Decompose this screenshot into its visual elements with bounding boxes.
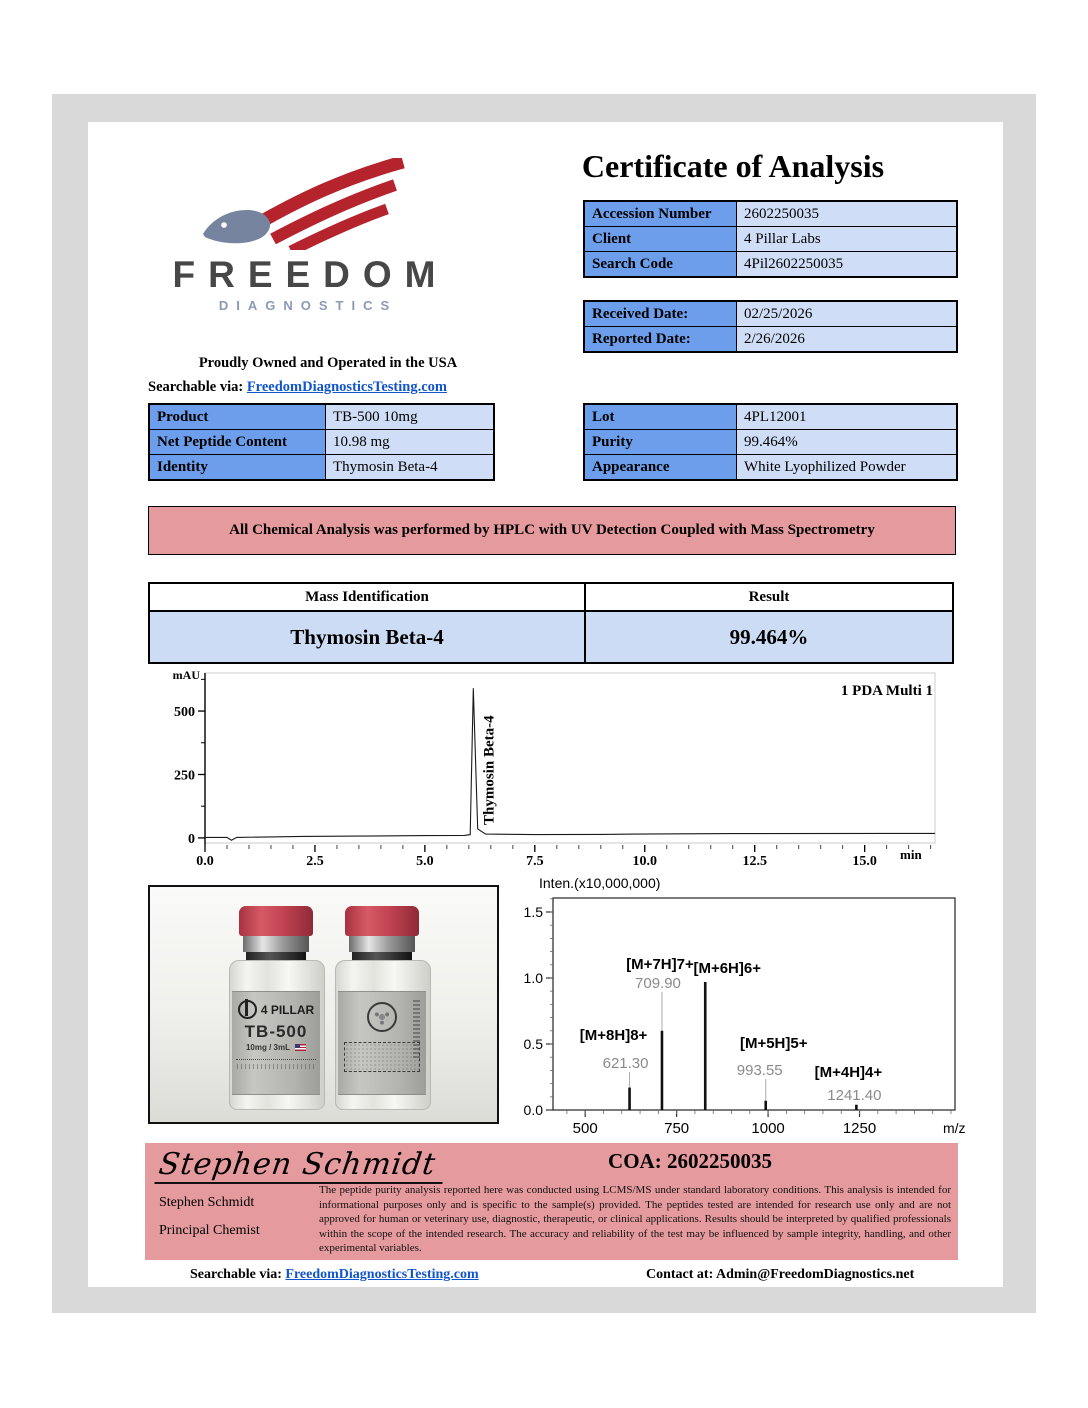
svg-text:12.5: 12.5 <box>742 854 767 869</box>
svg-text:250: 250 <box>174 768 195 784</box>
vial-back <box>332 906 432 1108</box>
footer-searchable-label: Searchable via: <box>190 1267 282 1282</box>
vial-front <box>226 906 326 1108</box>
footer-searchable-line <box>190 1267 479 1283</box>
svg-text:mAU: mAU <box>172 668 200 682</box>
product-table <box>148 403 495 481</box>
vial-product-text: TB-500 <box>244 1022 308 1041</box>
usa-tagline: Proudly Owned and Operated in the USA <box>198 355 458 371</box>
svg-text:0.0: 0.0 <box>523 1102 543 1118</box>
emblem-icon <box>367 1002 397 1032</box>
svg-text:[M+8H]8+: [M+8H]8+ <box>579 1027 648 1044</box>
mass-spectrum-chart <box>503 872 973 1140</box>
page-frame <box>52 94 1036 1313</box>
signature-script: Stephen Schmidt <box>154 1147 448 1184</box>
vial-glass-body <box>229 960 325 1110</box>
vial-side-fine-print <box>413 1000 420 1060</box>
analysis-method-banner: All Chemical Analysis was performed by HPLC with UV Detection Coupled with Mass Spectrometry <box>148 506 956 555</box>
searchable-label: Searchable via: <box>148 379 244 395</box>
hplc-chromatogram-chart <box>148 665 958 878</box>
svg-text:[M+7H]7+: [M+7H]7+ <box>626 956 694 973</box>
disclaimer-text: The peptide purity analysis reported here was conducted using LCMS/MS under standard laboratory conditions. This analysis is intended for informational purposes only and is specific to the sample(s) provided. The peptides tested are intended for research use only and are not approved for human or veterinary use, diagnostic, therapeutic, or clinical applications. Results should be interpreted by qualified professionals within the scope of the intended research. The accuracy and reliability of the test may be influenced by sample integrity, handling, and other experimental variables. <box>319 1184 951 1255</box>
svg-text:1.5: 1.5 <box>523 903 543 920</box>
svg-text:Thymosin Beta-4: Thymosin Beta-4 <box>481 715 498 825</box>
product-label: Identity <box>149 455 326 481</box>
footer-searchable-link[interactable]: FreedomDiagnosticsTesting.com <box>285 1267 479 1282</box>
product-vial-photo <box>148 885 499 1124</box>
svg-text:m/z: m/z <box>943 1120 966 1136</box>
searchable-link[interactable]: FreedomDiagnosticsTesting.com <box>246 379 447 395</box>
info-value: 2602250035 <box>737 201 958 227</box>
mass-id-value: Thymosin Beta-4 <box>149 611 585 663</box>
svg-text:[M+6H]6+: [M+6H]6+ <box>693 960 762 977</box>
svg-text:5.0: 5.0 <box>416 854 434 869</box>
svg-text:993.55: 993.55 <box>736 1062 783 1079</box>
date-label: Reported Date: <box>584 327 737 353</box>
svg-text:621.30: 621.30 <box>602 1055 649 1072</box>
chemist-name: Stephen Schmidt <box>159 1195 255 1210</box>
research-only-box <box>344 1042 420 1072</box>
page <box>88 122 1003 1287</box>
searchable-line <box>148 379 447 396</box>
svg-text:[M+5H]5+: [M+5H]5+ <box>739 1035 808 1052</box>
lyophilized-powder <box>338 1073 426 1107</box>
svg-text:0.5: 0.5 <box>523 1035 543 1052</box>
svg-text:Inten.(x10,000,000): Inten.(x10,000,000) <box>539 875 661 891</box>
svg-text:0.0: 0.0 <box>196 854 214 869</box>
eagle-flag-logo-icon <box>199 158 409 250</box>
four-pillar-logo-icon <box>238 1000 257 1019</box>
us-flag-icon <box>295 1044 306 1051</box>
svg-text:1 PDA Multi 1: 1 PDA Multi 1 <box>840 683 933 699</box>
svg-text:0: 0 <box>188 831 195 847</box>
date-label: Received Date: <box>584 301 737 327</box>
mass-identification-table <box>148 582 954 664</box>
svg-text:min: min <box>900 847 922 862</box>
product-label: Product <box>149 404 326 430</box>
svg-text:[M+4H]4+: [M+4H]4+ <box>814 1064 883 1081</box>
date-value: 2/26/2026 <box>737 327 958 353</box>
lot-value: 4PL12001 <box>737 404 958 430</box>
product-value: Thymosin Beta-4 <box>326 455 495 481</box>
svg-text:750: 750 <box>664 1120 690 1137</box>
info-label: Search Code <box>584 252 737 278</box>
page-title: Certificate of Analysis <box>581 148 885 184</box>
info-value: 4 Pillar Labs <box>737 227 958 252</box>
product-value: TB-500 10mg <box>326 404 495 430</box>
vial-cap <box>239 906 313 936</box>
lot-table <box>583 403 958 481</box>
footer-contact: Contact at: Admin@FreedomDiagnostics.net <box>646 1267 915 1282</box>
lot-label: Purity <box>584 430 737 455</box>
brand-name: FREEDOM <box>172 254 449 295</box>
lot-value: White Lyophilized Powder <box>737 455 958 481</box>
info-label: Accession Number <box>584 201 737 227</box>
svg-text:709.90: 709.90 <box>635 975 681 992</box>
svg-text:500: 500 <box>174 705 195 721</box>
brand-subname: DIAGNOSTICS <box>218 298 398 313</box>
vial-glass-body <box>335 960 431 1110</box>
vial-crimp-collar <box>349 936 415 952</box>
vial-crimp-collar <box>243 936 309 952</box>
svg-text:2.5: 2.5 <box>306 854 324 869</box>
vial-dose-text: 10mg / 3mL <box>245 1043 290 1052</box>
coa-number: COA: 2602250035 <box>608 1149 772 1173</box>
svg-text:7.5: 7.5 <box>526 854 544 869</box>
lot-value: 99.464% <box>737 430 958 455</box>
svg-text:15.0: 15.0 <box>852 854 877 869</box>
info-value: 4Pil2602250035 <box>737 252 958 278</box>
accession-info-table <box>583 200 958 278</box>
svg-text:1250: 1250 <box>842 1120 877 1137</box>
lot-label: Lot <box>584 404 737 430</box>
freedom-diagnostics-logo <box>148 158 460 313</box>
result-header: Result <box>585 583 953 611</box>
svg-text:1.0: 1.0 <box>523 969 543 986</box>
dates-table <box>583 300 958 353</box>
vial-brand-text: 4 PILLAR <box>260 1002 315 1017</box>
chemist-role: Principal Chemist <box>159 1223 260 1238</box>
vial-cap <box>345 906 419 936</box>
lyophilized-powder <box>232 1073 320 1107</box>
info-label: Client <box>584 227 737 252</box>
product-value: 10.98 mg <box>326 430 495 455</box>
date-value: 02/25/2026 <box>737 301 958 327</box>
result-value: 99.464% <box>585 611 953 663</box>
lot-label: Appearance <box>584 455 737 481</box>
svg-text:500: 500 <box>572 1120 598 1137</box>
vial-fine-print <box>236 1059 316 1073</box>
svg-text:10.0: 10.0 <box>632 854 658 869</box>
mass-id-header: Mass Identification <box>149 583 585 611</box>
signature-block <box>145 1143 958 1260</box>
product-label: Net Peptide Content <box>149 430 326 455</box>
svg-text:1000: 1000 <box>751 1120 785 1137</box>
svg-text:1241.40: 1241.40 <box>827 1087 882 1104</box>
